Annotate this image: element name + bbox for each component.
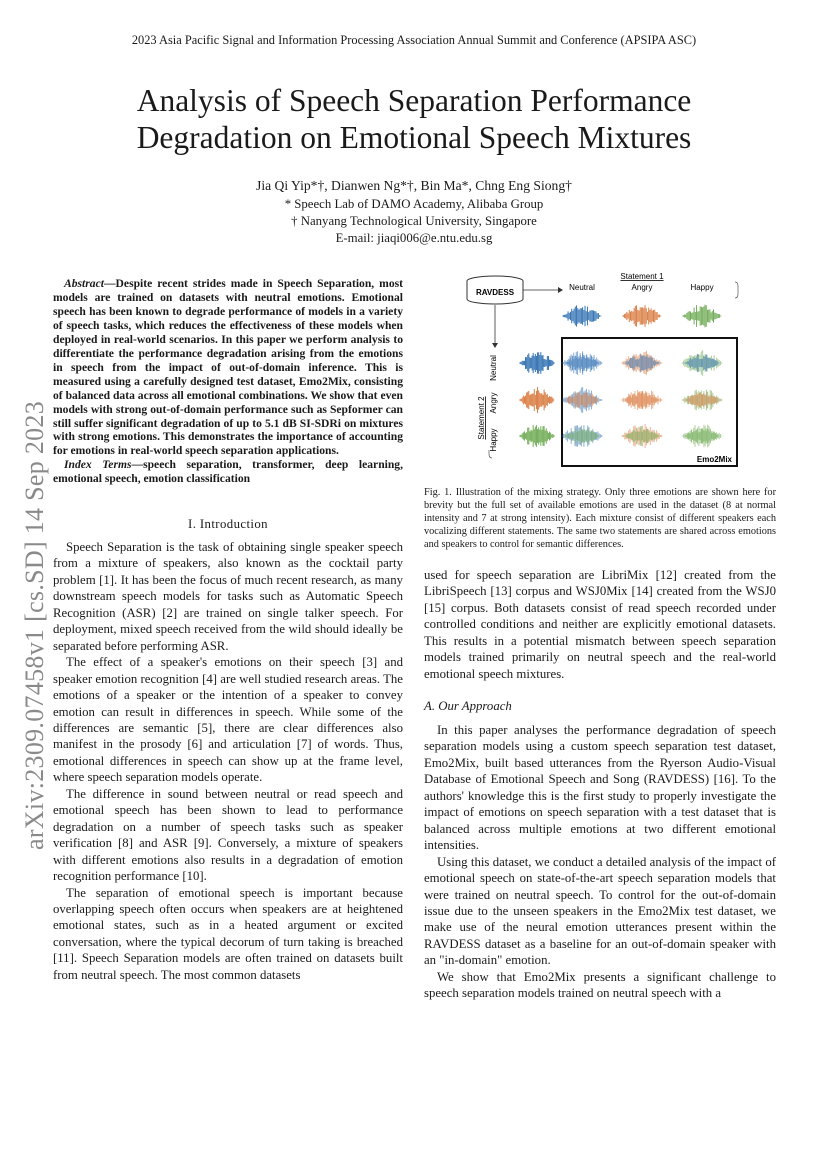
subsection-heading-our-approach: A. Our Approach [424,699,512,713]
paragraph: In this paper analyses the performance degradation of speech separation models using a custom speech separation test dataset, Emo2Mix, built based utterances from the Ryerson Audio-Visual Database of Emotional Speech and Song (RAVDESS) [16]. To the authors' knowledge this is the first study to properly investigate the impact of emotions on speech separation with a test dataset that is balanced across multiple emotions at two different emotional intensities. [424,723,776,853]
mixture-waveform [624,391,660,409]
author-email: E-mail: jiaqi006@e.ntu.edu.sg [335,231,493,245]
right-column-continued [424,567,776,682]
ravdess-label: RAVDESS [475,288,515,297]
our-approach-body [424,722,776,1002]
arrow-head-icon [492,343,498,348]
mixture-waveform [564,353,600,373]
paragraph: used for speech separation are LibriMix [12] created from the LibriSpeech [13] corpus and WSJ0Mix [14] created from the WSJ0 [15] corpus. Both datasets consist of read speech recorded under controlled conditions and neither are explicitly emotional datasets. This results in a potential mismatch between speech separation models trained primarily on neutral speech and the real-world emotional speech mixtures. [424,568,776,681]
statement1-waveform [682,305,722,328]
affiliation-2: † Nanyang Technological University, Singapore [291,214,537,228]
statement1-label: Statement 1 [620,272,664,281]
statement2-waveform [519,425,555,447]
affiliation-1: * Speech Lab of DAMO Academy, Alibaba Group [284,197,544,211]
index-terms-label: Index Terms [64,458,132,472]
statement2-waveforms [519,352,555,447]
arrow-head-icon [558,287,563,293]
conference-header: 2023 Asia Pacific Signal and Information Processing Association Annual Summit and Conference (APSIPA ASC) [131,33,697,47]
statement2-label: Statement 2 [477,396,486,440]
row-label-angry: Angry [489,392,498,414]
paper-title: Analysis of Speech Separation Performance Degradation on Emotional Speech Mixtures [136,83,692,155]
col-label-happy: Happy [690,283,714,292]
arxiv-stamp: arXiv:2309.07458v1 [cs.SD] 14 Sep 2023 [20,400,49,850]
introduction-body [53,539,403,983]
statement2-waveform [519,387,555,413]
mixture-waveform [684,354,720,372]
emo2mix-label: Emo2Mix [696,455,732,464]
figure-caption: Fig. 1. Illustration of the mixing strategy. Only three emotions are shown here for brevity but the full set of available emotions are used in the dataset (8 at normal intensity and 7 at strong intensity). Each mixture consist of different speakers each vocalizing different statements. The same two statements are shared across emotions and speakers to control for semantic differences. [424,487,776,550]
mixture-waveform [624,426,660,446]
section-heading-introduction: I. Introduction [188,517,268,531]
abstract [53,277,403,486]
statement1-waveform [562,305,602,326]
abstract-text: —Despite recent strides made in Speech Separation, most models are trained on datasets with neutral emotions. Emotional speech has been known to degrade performance of models in a variety of speech tasks, which reduces the effectiveness of these models when deployed in real-world scenarios. In this paper we perform analysis to differentiate the performance degradation arising from the emotions in speech from the impact of out-of-domain inference. This is measured using a carefully designed test dataset, Emo2Mix, consisting of balanced data across all emotional combinations. We show that even models with strong out-of-domain performance such as Sepformer can still suffer significant degradation of up to 5.1 dB SI-SDRi on mixtures with strong emotions. This demonstrates the importance of accounting for emotions in real-world speech separation applications. [53,277,403,458]
row-label-neutral: Neutral [489,355,498,381]
paragraph: The separation of emotional speech is important because overlapping speech often occurs when speakers are at heightened emotional states, such as in a heated argument or excited conversation, where the typical decorum of turn taking is breached [11]. Speech Separation models are often trained on datasets built from neutral speech. The most common datasets [53,885,403,982]
bracket-icon [735,282,738,298]
mixture-waveform [564,428,600,445]
statement2-waveform [519,352,555,374]
figure-mixing-strategy [440,268,740,473]
statement1-waveform [622,305,662,327]
abstract-label: Abstract [64,277,104,290]
mixture-waveform [624,354,660,373]
paragraph: The difference in sound between neutral or read speech and emotional speech has been shown to lead to performance degradation on a number of speech tasks such as speaker verification [8] and ASR [9]. Conversely, a mixture of speakers with different emotions also results in a degradation of emotion recognition performance [10]. [53,786,403,884]
paragraph: We show that Emo2Mix presents a significant challenge to speech separation models trained on neutral speech with a [424,969,776,1001]
index-terms-text: —speech separation, transformer, deep learning, emotional speech, emotion classification [53,458,403,486]
author-list: Jia Qi Yip*†, Dianwen Ng*†, Bin Ma*, Chng Eng Siong† [256,178,572,193]
mixture-waveform [684,428,720,444]
mixture-waveform [684,392,720,409]
mixture-waveform [564,392,600,409]
paragraph: Using this dataset, we conduct a detailed analysis of the impact of emotional speech on state-of-the-art speech separation models that were trained on neutral speech. To control for the out-of-domain issue due to the unseen speakers in the Emo2Mix test dataset, we make use of the neural emotion utterances present within the RAVDESS dataset as a baseline for an out-of-domain speaker with an "in-domain" emotion. [424,854,776,968]
paragraph: Speech Separation is the task of obtaining single speaker speech from a mixture of speakers, also known as the cocktail party problem [1]. It has been the focus of much recent research, as many downstream speech models for tasks such as Automatic Speech Recognition (ASR) [2] are trained on single talker speech. For deployment, mixed speech received from the wild should ideally be separated before performing ASR. [53,540,403,653]
statement1-waveforms [562,305,722,328]
col-label-angry: Angry [631,283,653,292]
emo2mix-mixture-waveforms [561,350,723,448]
paragraph: The effect of a speaker's emotions on their speech [3] and speaker emotion recognition [4] are well studied research areas. The emotions of a speaker or the intention of a speaker to convey emotion can result in differences in speech. While some of the differences are semantic [5], there are clear differences also manifest in the prosody [6] and articulation [7] of words. Thus, emotional differences in speech can show up at the frame level, where speech separation models operate. [53,655,403,785]
col-label-neutral: Neutral [569,283,595,292]
row-label-happy: Happy [489,428,498,452]
